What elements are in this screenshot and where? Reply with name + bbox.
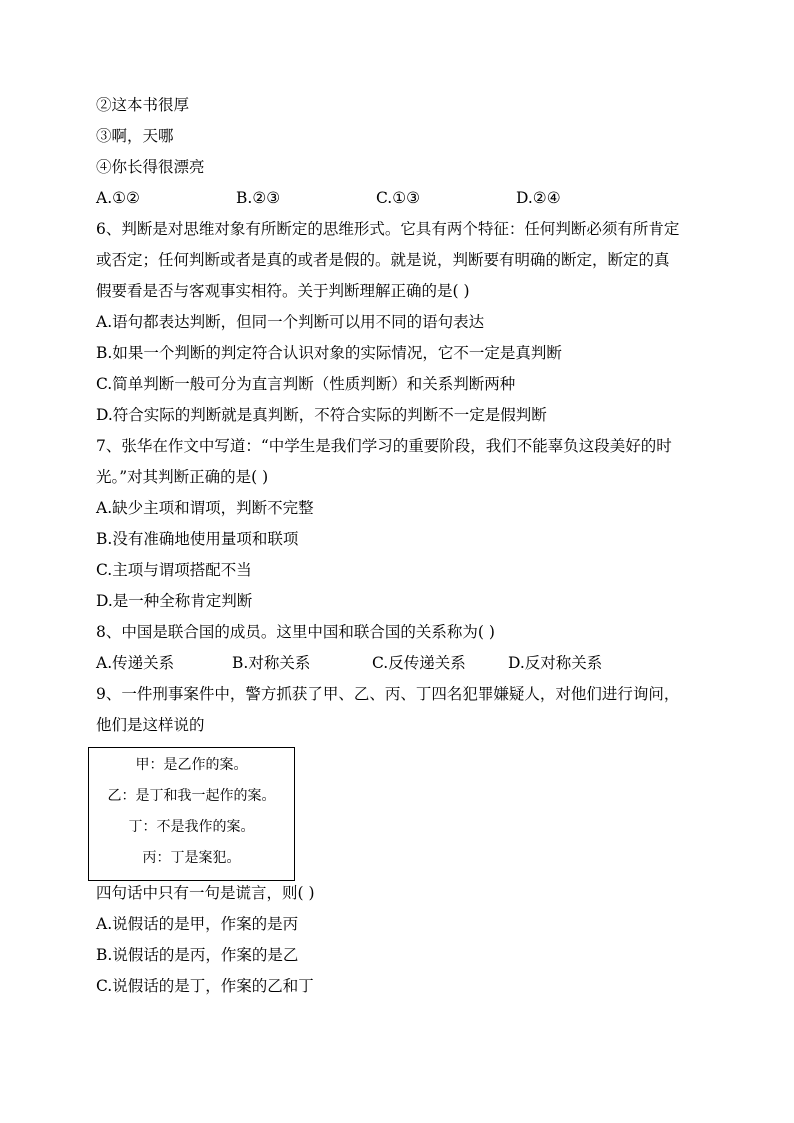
q6-option-d: D.符合实际的判断就是真判断，不符合实际的判断不一定是假判断 [96,406,547,424]
q9-stem-line-2: 他们是这样说的 [96,716,205,734]
q8-stem: 8、中国是联合国的成员。这里中国和联合国的关系称为( ) [96,623,495,641]
q7-option-a: A.缺少主项和谓项，判断不完整 [96,499,314,517]
q8-option-b: B.对称关系 [232,654,311,672]
q5-option-c: C.①③ [376,189,421,207]
q6-stem-line-1: 6、判断是对思维对象有所断定的思维形式。它具有两个特征：任何判断必须有所肯定 [96,220,680,238]
q7-option-d: D.是一种全称肯定判断 [96,592,253,610]
statement-2: ②这本书很厚 [96,96,190,114]
q8-option-a: A.传递关系 [96,654,175,672]
q5-option-d: D.②④ [516,189,561,207]
testimony-bing: 丙：丁是案犯。 [142,850,241,866]
testimony-jia: 甲：是乙作的案。 [135,757,248,773]
q7-stem-line-2: 光。”对其判断正确的是( ) [96,468,269,486]
testimony-box [88,747,295,881]
q5-option-a: A.①② [96,189,140,207]
document-body [96,90,706,741]
q8-option-d: D.反对称关系 [508,654,603,672]
q9-continuation [96,878,706,1002]
q8-options [96,648,706,679]
testimony-ding: 丁：不是我作的案。 [128,819,255,835]
q6-stem-line-3: 假要看是否与客观事实相符。关于判断理解正确的是( ) [96,282,470,300]
q5-option-b: B.②③ [236,189,281,207]
q7-stem-line-1: 7、张华在作文中写道：“中学生是我们学习的重要阶段，我们不能辜负这段美好的时 [96,437,672,455]
q7-option-c: C.主项与谓项搭配不当 [96,561,252,579]
q9-option-b: B.说假话的是丙，作案的是乙 [96,946,299,964]
q6-option-c: C.简单判断一般可分为直言判断（性质判断）和关系判断两种 [96,375,516,393]
q7-option-b: B.没有准确地使用量项和联项 [96,530,299,548]
q6-option-a: A.语句都表达判断，但同一个判断可以用不同的语句表达 [96,313,485,331]
q9-option-c: C.说假话的是丁，作案的乙和丁 [96,977,314,995]
q5-options [96,183,706,214]
q9-question: 四句话中只有一句是谎言，则( ) [96,884,315,902]
q6-option-b: B.如果一个判断的判定符合认识对象的实际情况，它不一定是真判断 [96,344,562,362]
q6-stem-line-2: 或否定；任何判断或者是真的或者是假的。就是说，判断要有明确的断定，断定的真 [96,251,670,269]
statement-4: ④你长得很漂亮 [96,158,205,176]
statement-3: ③啊，天哪 [96,127,174,145]
q9-option-a: A.说假话的是甲，作案的是丙 [96,915,299,933]
testimony-yi: 乙：是丁和我一起作的案。 [107,788,276,804]
q9-stem-line-1: 9、一件刑事案件中，警方抓获了甲、乙、丙、丁四名犯罪嫌疑人，对他们进行询问， [96,685,680,703]
q8-option-c: C.反传递关系 [372,654,466,672]
